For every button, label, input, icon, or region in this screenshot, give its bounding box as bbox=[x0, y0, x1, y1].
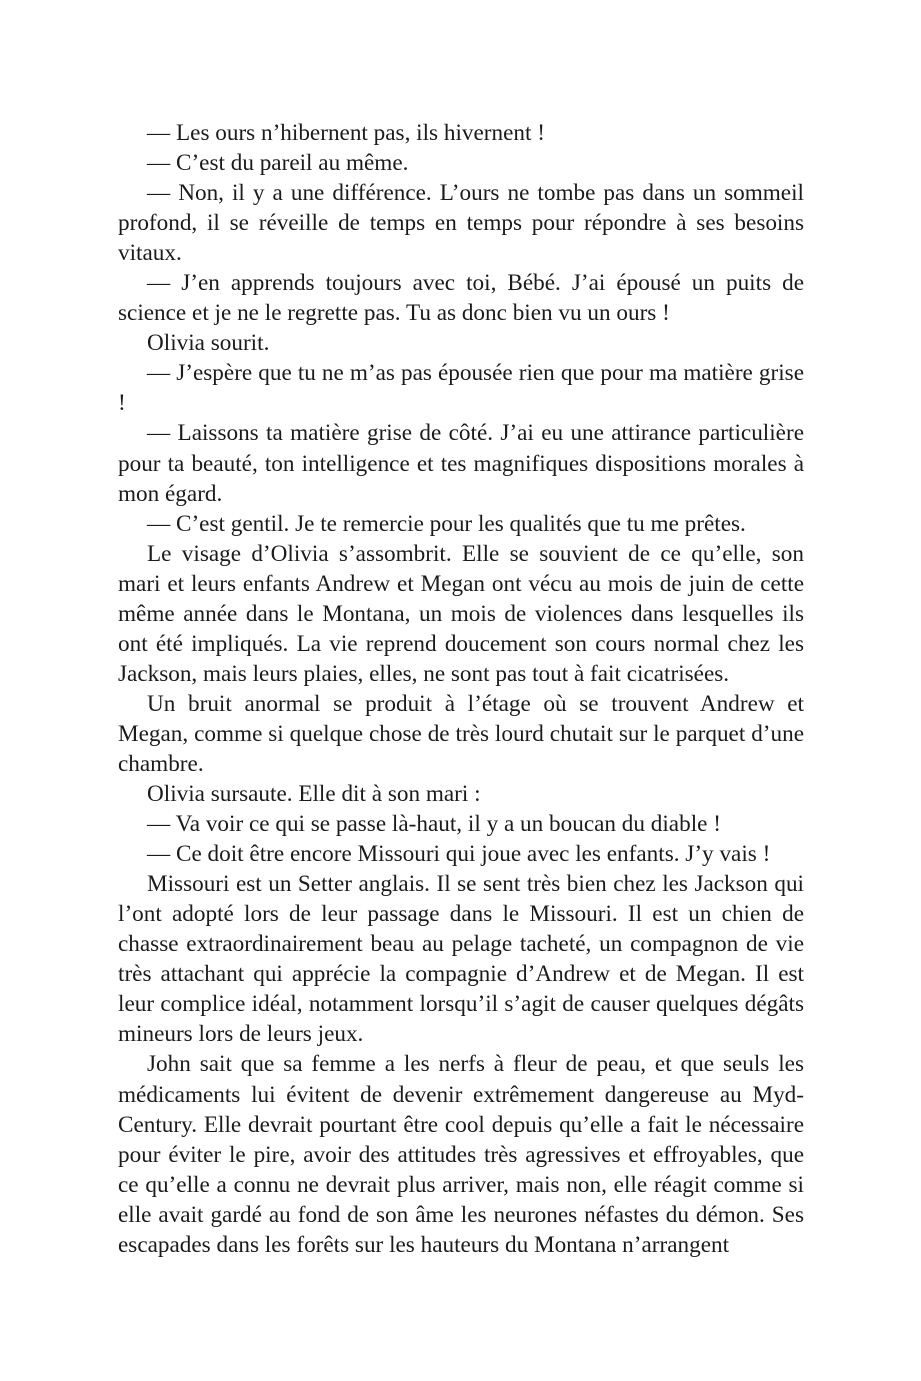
paragraph-15: John sait que sa femme a les nerfs à fleur de peau, et que seuls les médicaments lui évitent de devenir extrêmement dangereuse au Myd-Century. Elle devrait pourtant être cool depuis qu’elle a fait le nécessaire pour éviter le pire, avoir des attitudes très agressives et effroyables, que ce qu’elle a connu ne devrait plus arriver, mais non, elle réagit comme si elle avait gardé au fond de son âme les neurones néfastes du démon. Ses escapades dans les forêts sur les hauteurs du Montana n’arrangent bbox=[118, 1051, 804, 1258]
paragraph-13: — Ce doit être encore Missouri qui joue avec les enfants. J’y vais ! bbox=[147, 841, 771, 868]
paragraph-8: — C’est gentil. Je te remercie pour les qualités que tu me prêtes. bbox=[147, 510, 746, 537]
paragraph-2: — C’est du pareil au même. bbox=[147, 150, 409, 177]
paragraph-9: Le visage d’Olivia s’assombrit. Elle se souvient de ce qu’elle, son mari et leurs enfants Andrew et Megan ont vécu au mois de juin de cette même année dans le Montana, un mois de violences dans lesquelles ils ont été impliqués. La vie reprend doucement son cours normal chez les Jackson, mais leurs plaies, elles, ne sont pas tout à fait cicatrisées. bbox=[118, 540, 804, 687]
paragraph-5: Olivia sourit. bbox=[147, 330, 270, 357]
paragraph-12: — Va voir ce qui se passe là-haut, il y a un boucan du diable ! bbox=[147, 811, 721, 838]
paragraph-6: — J’espère que tu ne m’as pas épousée rien que pour ma matière grise ! bbox=[118, 360, 804, 417]
paragraph-4: — J’en apprends toujours avec toi, Bébé. J’ai épousé un puits de science et je ne le regrette pas. Tu as donc bien vu un ours ! bbox=[118, 270, 804, 327]
body-text bbox=[118, 118, 804, 1260]
paragraph-1: — Les ours n’hibernent pas, ils hivernent ! bbox=[147, 120, 545, 146]
paragraph-3: — Non, il y a une différence. L’ours ne tombe pas dans un sommeil profond, il se réveille de temps en temps pour répondre à ses besoins vitaux. bbox=[118, 180, 804, 267]
paragraph-11: Olivia sursaute. Elle dit à son mari : bbox=[147, 781, 481, 808]
paragraph-14: Missouri est un Setter anglais. Il se sent très bien chez les Jackson qui l’ont adopté lors de leur passage dans le Missouri. Il est un chien de chasse extraordinairement beau au pelage tacheté, un compagnon de vie très attachant qui apprécie la compagnie d’Andrew et de Megan. Il est leur complice idéal, notamment lorsqu’il s’agit de causer quelques dégâts mineurs lors de leurs jeux. bbox=[118, 871, 804, 1048]
paragraph-10: Un bruit anormal se produit à l’étage où se trouvent Andrew et Megan, comme si quelque chose de très lourd chutait sur le parquet d’une chambre. bbox=[118, 690, 804, 777]
paragraph-7: — Laissons ta matière grise de côté. J’ai eu une attirance particulière pour ta beauté, ton intelligence et tes magnifiques dispositions morales à mon égard. bbox=[118, 420, 804, 507]
